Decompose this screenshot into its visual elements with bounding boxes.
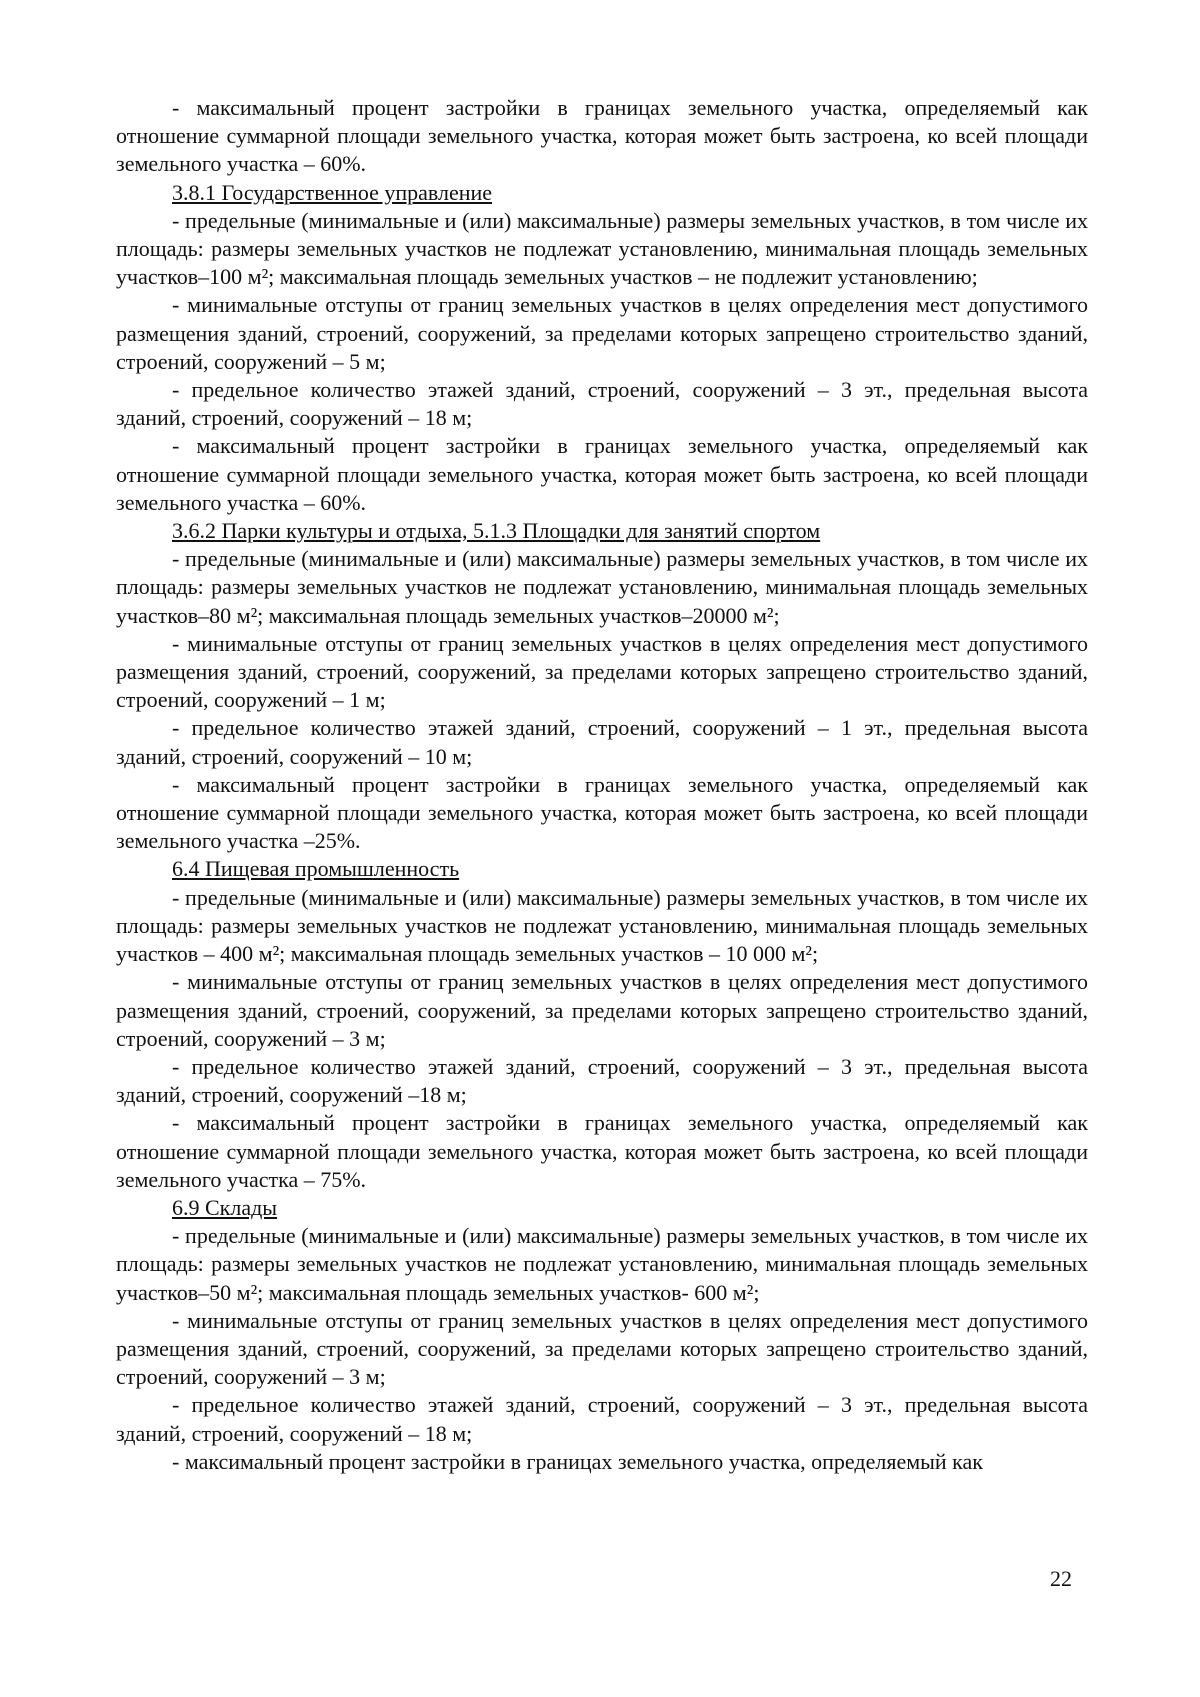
section-heading [116,1194,1088,1222]
paragraph: - минимальные отступы от границ земельных участков в целях определения мест допустимого размещения зданий, строений, сооружений, за пределами которых запрещено строительство зданий, строений, сооружений – 1 м; [116,630,1088,713]
section-heading [116,517,1088,545]
paragraph: - максимальный процент застройки в границах земельного участка, определяемый как отношение суммарной площади земельного участка, которая может быть застроена, ко всей площади земельного участка – 75%. [116,1110,1088,1192]
paragraph: - предельные (минимальные и (или) максимальные) размеры земельных участков, в том числе их площадь: размеры земельных участков не подлежат установлению, минимальная площадь земельных участков–100 м²; максимальная площадь земельных участков – не подлежит установлению; [116,207,1088,290]
paragraph: - предельное количество этажей зданий, строений, сооружений – 3 эт., предельная высота зданий, строений, сооружений – 18 м; [116,377,1088,431]
paragraph: - максимальный процент застройки в границах земельного участка, определяемый как отношение суммарной площади земельного участка, которая может быть застроена, ко всей площади земельного участка – 60%. [116,95,1088,177]
section-heading [116,855,1088,883]
section-heading [116,179,1088,207]
section-heading-text: 3.8.1 Государственное управление [172,179,493,205]
paragraph: - максимальный процент застройки в границах земельного участка, определяемый как отношение суммарной площади земельного участка, которая может быть застроена, ко всей площади земельного участка – 60%. [116,433,1088,515]
section-heading-text: 3.6.2 Парки культуры и отдыха, 5.1.3 Площадки для занятий спортом [172,518,821,544]
paragraph: - предельные (минимальные и (или) максимальные) размеры земельных участков, в том числе их площадь: размеры земельных участков не подлежат установлению, минимальная площадь земельных участков–50 м²; максимальная площадь земельных участков- 600 м²; [116,1223,1088,1305]
document-body [116,94,1088,1476]
page-number: 22 [1050,1566,1072,1591]
paragraph: - максимальный процент застройки в границах земельного участка, определяемый как отношение суммарной площади земельного участка, которая может быть застроена, ко всей площади земельного участка –25%. [116,771,1088,854]
paragraph: - предельное количество этажей зданий, строений, сооружений – 1 эт., предельная высота зданий, строений, сооружений – 10 м; [116,715,1088,769]
paragraph: - минимальные отступы от границ земельных участков в целях определения мест допустимого размещения зданий, строений, сооружений, за пределами которых запрещено строительство зданий, строений, сооружений – 3 м; [116,1307,1088,1390]
section-heading-text: 6.9 Склады [172,1194,278,1220]
paragraph: - максимальный процент застройки в границах земельного участка, определяемый как [172,1448,983,1474]
paragraph: - предельное количество этажей зданий, строений, сооружений – 3 эт., предельная высота зданий, строений, сооружений –18 м; [116,1053,1088,1108]
paragraph: - минимальные отступы от границ земельных участков в целях определения мест допустимого размещения зданий, строений, сооружений, за пределами которых запрещено строительство зданий, строений, сооружений – 5 м; [116,292,1088,374]
paragraph: - минимальные отступы от границ земельных участков в целях определения мест допустимого размещения зданий, строений, сооружений, за пределами которых запрещено строительство зданий, строений, сооружений – 3 м; [116,969,1088,1051]
paragraph: - предельные (минимальные и (или) максимальные) размеры земельных участков, в том числе их площадь: размеры земельных участков не подлежат установлению, минимальная площадь земельных участков – 400 м²; максимальная площадь земельных участков – 10 000 м²; [116,884,1088,967]
paragraph: - предельное количество этажей зданий, строений, сооружений – 3 эт., предельная высота зданий, строений, сооружений – 18 м; [116,1392,1088,1446]
paragraph: - предельные (минимальные и (или) максимальные) размеры земельных участков, в том числе их площадь: размеры земельных участков не подлежат установлению, минимальная площадь земельных участков–80 м²; максимальная площадь земельных участков–20000 м²; [116,546,1088,628]
section-heading-text: 6.4 Пищевая промышленность [172,856,460,882]
